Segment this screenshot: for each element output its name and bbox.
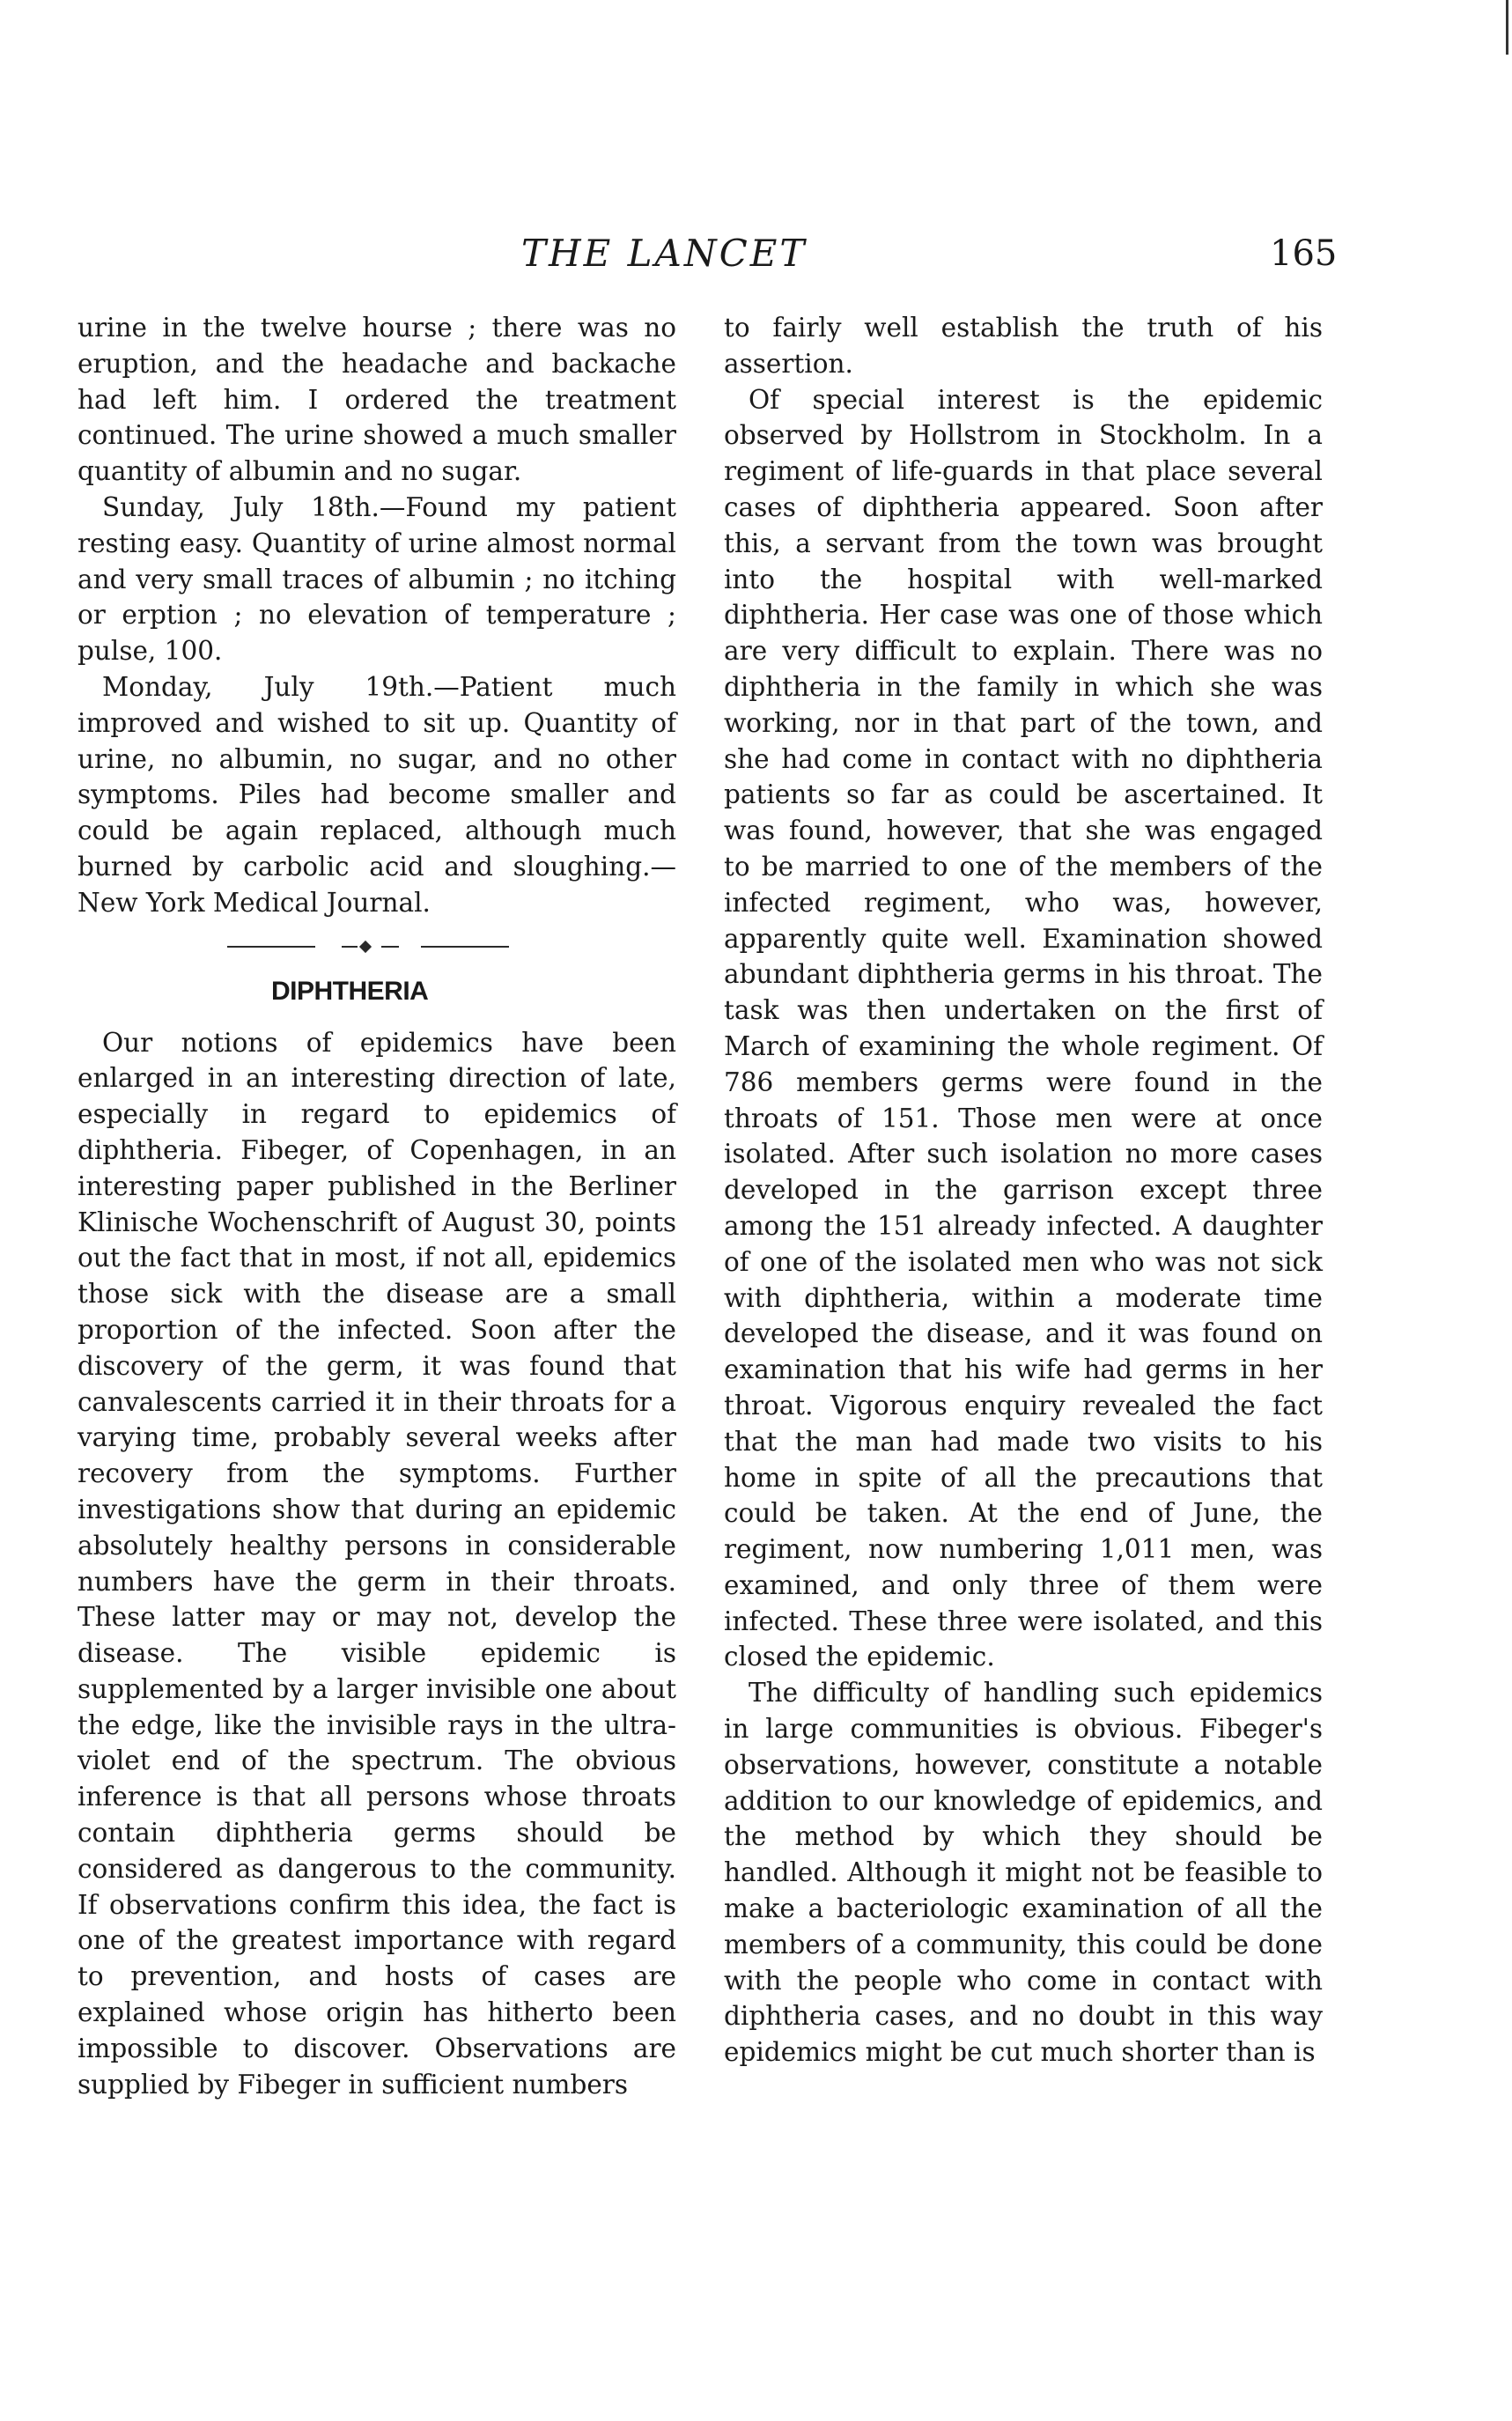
section-divider [227, 942, 527, 951]
continuation-paragraph: urine in the twelve hourse ; there was no eruption, and the headache and backache had left him. I ordered the treatment continued. The urine showed a much smaller quantity of albumin and no sugar. [77, 313, 676, 487]
page-number: 165 [1270, 233, 1338, 274]
right-column [724, 310, 1323, 2070]
left-column [77, 310, 676, 2102]
running-head [0, 227, 1512, 280]
section-title: DIPHTHERIA [271, 976, 429, 1006]
article-paragraph: Of special interest is the epidemic observed by Hollstrom in Stockholm. In a regiment of life-guards in that place several cases of diphtheria appeared. Soon after this, a servant from the town was brought into the hospital with well-marked diphtheria. Her case was one of those which are very difficult to explain. There was no diphtheria in the family in which she was working, nor in that part of the town, and she had come in contact with no diphtheria patients so far as could be ascertained. It was found, however, that she was engaged to be married to one of the members of the infected regiment, who was, however, apparently quite well. Examination showed abundant diphtheria germs in his throat. The task was then undertaken on the first of March of examining the whole regiment. Of 786 members germs were found in the throats of 151. Those men were at once isolated. After such isolation no more cases developed in the garrison except three among the 151 already infected. A daughter of one of the isolated men who was not sick with diphtheria, within a moderate time developed the disease, and it was found on examination that his wife had germs in her throat. Vigorous enquiry revealed the fact that the man had made two visits to his home in spite of all the precautions that could be taken. At the end of June, the regiment, now numbering 1,011 men, was examined, and only three of them were infected. These three were isolated, and this closed the epidemic. [724, 384, 1323, 1672]
article-paragraph: to fairly well establish the truth of his assertion. [724, 313, 1323, 379]
article-paragraph: The difficulty of handling such epidemics in large communities is obvious. Fibeger's observations, however, constitute a notable addition to our knowledge of epidemics, and the method by which they should be handled. Although it might not be feasible to make a bacteriologic examination of all the members of a community, this could be done with the people who come in contact with diphtheria cases, and no doubt in this way epidemics might be cut much shorter than is [724, 1678, 1323, 2068]
continuation-paragraph: Monday, July 19th.—Patient much improved and wished to sit up. Quantity of urine, no albumin, no sugar, and no other symptoms. Piles had become smaller and could be again replaced, although much burned by carbolic acid and sloughing.—New York Medical Journal. [77, 671, 676, 918]
continuation-paragraph: Sunday, July 18th.—Found my patient resting easy. Quantity of urine almost normal and very small traces of albumin ; no itching or erption ; no elevation of temperature ; pulse, 100. [77, 491, 676, 667]
article-paragraph: Our notions of epidemics have been enlarged in an interesting direction of late, especially in regard to epidemics of diphtheria. Fibeger, of Copenhagen, in an interesting paper published in the Berliner Klinische Wochenschrift of August 30, points out the fact that in most, if not all, epidemics those sick with the disease are a small proportion of the infected. Soon after the discovery of the germ, it was found that canvalescents carried it in their throats for a varying time, probably several weeks after recovery from the symptoms. Further investigations show that during an epidemic absolutely healthy persons in considerable numbers have the germ in their throats. These latter may or may not, develop the disease. The visible epidemic is supplemented by a larger invisible one about the edge, like the invisible rays in the ultra-violet end of the spectrum. The obvious inference is that all persons whose throats contain diphtheria germs should be considered as dangerous to the community. If observations confirm this idea, the fact is one of the greatest importance with regard to prevention, and hosts of cases are explained whose origin has hitherto been impossible to discover. Observations are supplied by Fibeger in sufficient numbers [77, 1027, 676, 2100]
journal-title: THE LANCET [521, 232, 808, 275]
page-edge-mark [1506, 0, 1508, 55]
